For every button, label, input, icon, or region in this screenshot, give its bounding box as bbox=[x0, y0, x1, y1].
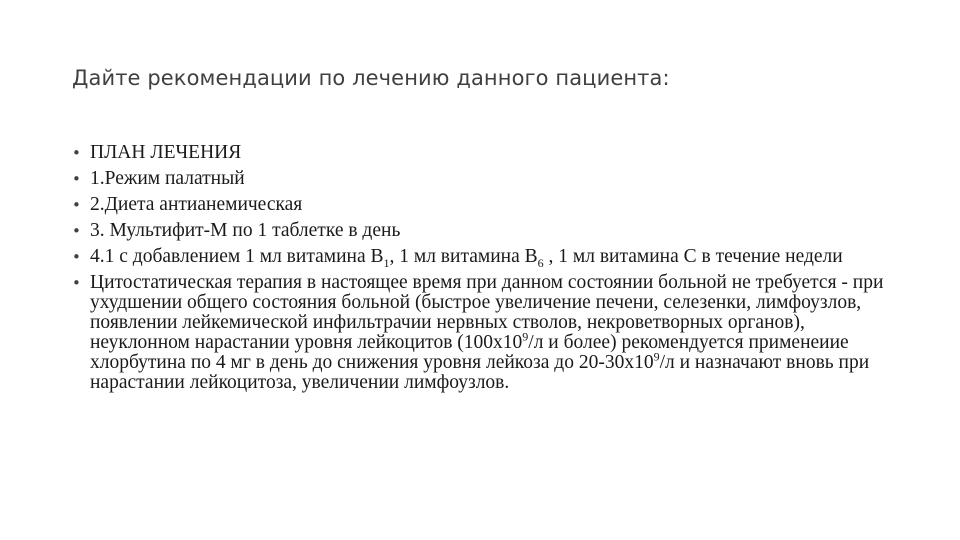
bullet-text: ПЛАН ЛЕЧЕНИЯ bbox=[90, 142, 242, 163]
exponent-superscript: 9 bbox=[653, 349, 660, 364]
bullet-item-plan bbox=[72, 143, 892, 163]
bullet-dot-icon: • bbox=[72, 144, 81, 162]
exponent-superscript: 9 bbox=[522, 329, 529, 344]
vitamins-text-part3: , 1 мл витамина С в течение недели bbox=[543, 246, 843, 267]
bullet-dot-icon: • bbox=[72, 248, 81, 266]
cytostatic-text-part2: /л и более) рекомендуется применеиие хлорбутина по 4 мг в день до снижения уровня лейкоза до 20-30х10 bbox=[90, 332, 849, 373]
bullet-dot-icon: • bbox=[72, 222, 81, 240]
bullet-item-multifit bbox=[72, 221, 892, 241]
bullet-text: 1.Режим палатный bbox=[90, 168, 245, 189]
bullet-dot-icon: • bbox=[72, 196, 81, 214]
bullet-item-vitamins bbox=[72, 246, 892, 270]
vitamin-b-subscript: 6 bbox=[537, 255, 544, 270]
bullet-text: 3. Мультифит-М по 1 таблетке в день bbox=[90, 220, 401, 241]
bullet-item-cytostatic bbox=[72, 273, 892, 393]
vitamins-text-part1: 4.1 с добавлением 1 мл витамина В bbox=[90, 246, 384, 267]
vitamin-b-subscript: 1 bbox=[383, 255, 390, 270]
bullet-text: 2.Диета антианемическая bbox=[90, 194, 303, 215]
bullet-dot-icon: • bbox=[72, 170, 81, 188]
cytostatic-text-part1: Цитостатическая терапия в настоящее время при данном состоянии больной не требуется - при ухудшении общего состояния больной (быстрое увеличение печени, селезенки, лимфоузлов, появлении лейкемической инфильтрачии нервных стволов, некроветворных органов), неуклонном нарастании уровня лейкоцитов (100х10 bbox=[90, 272, 884, 353]
vitamins-text-part2: , 1 мл витамина В bbox=[389, 246, 538, 267]
bullet-text bbox=[90, 246, 892, 270]
bullet-item-regime bbox=[72, 169, 892, 189]
slide-title: Дайте рекомендации по лечению данного пациента: bbox=[72, 66, 670, 90]
bullet-item-diet bbox=[72, 195, 892, 215]
bullet-text bbox=[90, 273, 892, 393]
cytostatic-text-part3: /л и назначают вновь при нарастании лейкоцитоза, увеличении лимфоузлов. bbox=[90, 352, 870, 393]
bullet-dot-icon: • bbox=[72, 274, 81, 292]
bullet-list bbox=[72, 143, 892, 401]
